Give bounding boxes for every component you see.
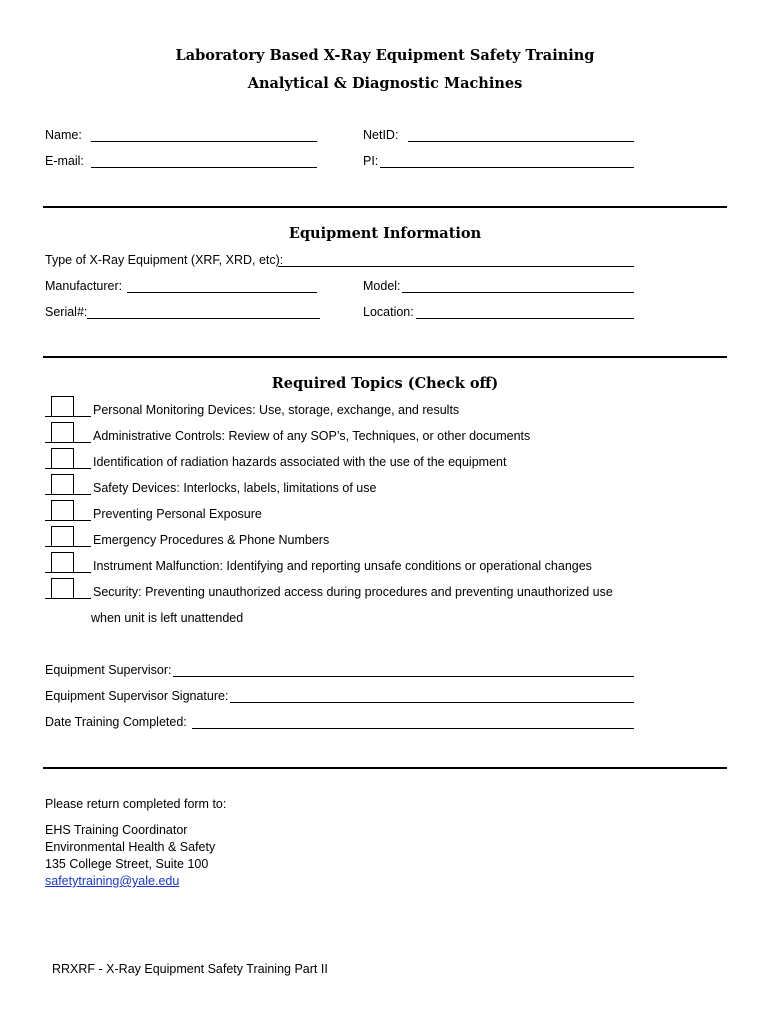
supervisor-field[interactable] (173, 676, 634, 677)
topic-label: Safety Devices: Interlocks, labels, limitations of use (93, 481, 377, 495)
email-label: E-mail: (45, 154, 84, 168)
location-field[interactable] (416, 318, 634, 319)
pi-label: PI: (363, 154, 379, 168)
return-recipient: EHS Training Coordinator (45, 823, 188, 837)
section-divider (43, 356, 727, 358)
form-subtitle: Analytical & Diagnostic Machines (247, 75, 523, 92)
name-field[interactable] (91, 141, 317, 142)
topic-checkbox[interactable] (51, 552, 74, 573)
location-label: Location: (363, 305, 414, 319)
equipment-heading: Equipment Information (288, 225, 482, 242)
topic-label: Emergency Procedures & Phone Numbers (93, 533, 330, 547)
supervisor-label: Equipment Supervisor: (45, 663, 172, 677)
topic-checkbox[interactable] (51, 448, 74, 469)
topic-label: Security: Preventing unauthorized access during procedures and preventing unauthorized use (93, 585, 613, 599)
footer-text: RRXRF - X-Ray Equipment Safety Training Part II (52, 962, 328, 976)
serial-label: Serial#: (45, 305, 88, 319)
equipment-type-field[interactable] (278, 266, 634, 267)
pi-field[interactable] (380, 167, 634, 168)
signature-label: Equipment Supervisor Signature: (45, 689, 229, 703)
signature-field[interactable] (230, 702, 634, 703)
manufacturer-field[interactable] (127, 292, 317, 293)
return-address: 135 College Street, Suite 100 (45, 857, 209, 871)
topic-label: Personal Monitoring Devices: Use, storage, exchange, and results (93, 403, 460, 417)
date-completed-label: Date Training Completed: (45, 715, 187, 729)
topic-checkbox[interactable] (51, 474, 74, 495)
topic-checkbox[interactable] (51, 422, 74, 443)
model-field[interactable] (402, 292, 634, 293)
email-field[interactable] (91, 167, 317, 168)
equipment-type-label: Type of X-Ray Equipment (XRF, XRD, etc): (45, 253, 284, 267)
form-title: Laboratory Based X-Ray Equipment Safety Training (175, 47, 595, 64)
date-completed-field[interactable] (192, 728, 634, 729)
name-label: Name: (45, 128, 82, 142)
model-label: Model: (363, 279, 401, 293)
netid-field[interactable] (408, 141, 634, 142)
return-department: Environmental Health & Safety (45, 840, 216, 854)
netid-label: NetID: (363, 128, 399, 142)
section-divider (43, 206, 727, 208)
topic-checkbox[interactable] (51, 396, 74, 417)
topic-checkbox[interactable] (51, 500, 74, 521)
section-divider (43, 767, 727, 769)
topic-checkbox[interactable] (51, 578, 74, 599)
topic-checkbox[interactable] (51, 526, 74, 547)
return-email-link[interactable]: safetytraining@yale.edu (45, 874, 180, 888)
return-intro: Please return completed form to: (45, 797, 227, 811)
manufacturer-label: Manufacturer: (45, 279, 123, 293)
topic-label: Identification of radiation hazards associated with the use of the equipment (93, 455, 507, 469)
topic-label: Instrument Malfunction: Identifying and reporting unsafe conditions or operational changes (93, 559, 592, 573)
topic-label: Administrative Controls: Review of any SOP’s, Techniques, or other documents (93, 429, 531, 443)
topics-heading: Required Topics (Check off) (271, 375, 499, 392)
serial-field[interactable] (87, 318, 320, 319)
topic-label: Preventing Personal Exposure (93, 507, 262, 521)
topic-continuation: when unit is left unattended (91, 611, 244, 625)
